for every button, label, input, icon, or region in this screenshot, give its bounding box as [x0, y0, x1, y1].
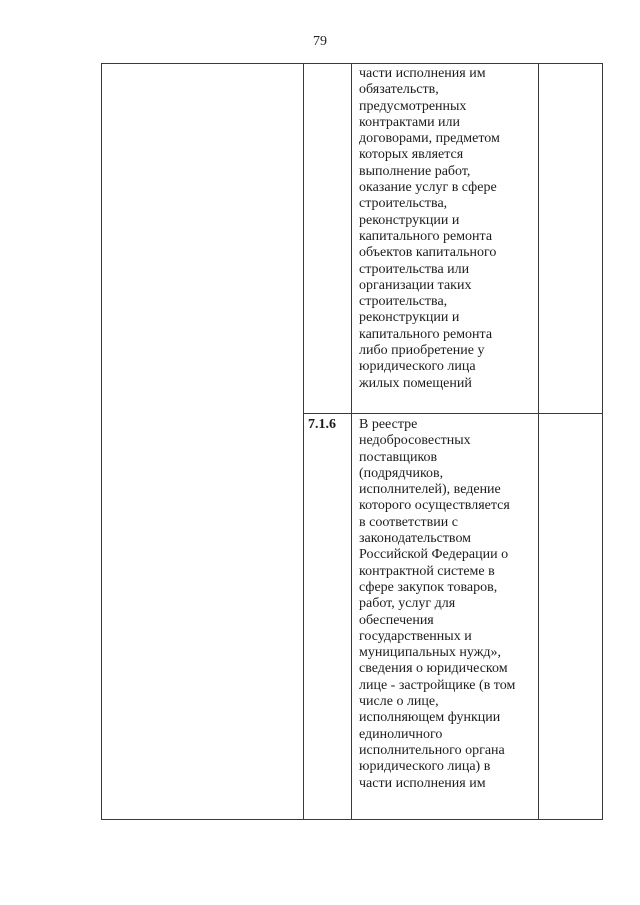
row-text: части исполнения им обязательств, предусмотренных контрактами или договорами, предметом которых является выполнение работ, оказание услуг в сфере строительства, реконструкции и капитального ремонта объектов капитального строительства или организации таких строительства, реконструкции и капитального ремонта либо приобретение у юридического лица жилых помещений — [359, 66, 500, 391]
row-text: В реестре недобросовестных поставщиков (подрядчиков, исполнителей), ведение которого осуществляется в соответствии с законодательством Российской Федерации о контрактной системе в сфере закупок товаров, работ, услуг для обеспечения государственных и муниципальных нужд», сведения о юридическом лице - застройщике (в том числе о лице, исполняющем функции единоличного исполнительного органа юридического лица) в части исполнения им — [359, 417, 516, 791]
row-number: 7.1.6 — [308, 417, 336, 432]
page-number: 79 — [313, 34, 327, 49]
document-table — [101, 63, 603, 820]
column-divider — [351, 64, 352, 819]
column-divider — [538, 64, 539, 819]
row-divider — [303, 413, 602, 414]
column-divider — [303, 64, 304, 819]
